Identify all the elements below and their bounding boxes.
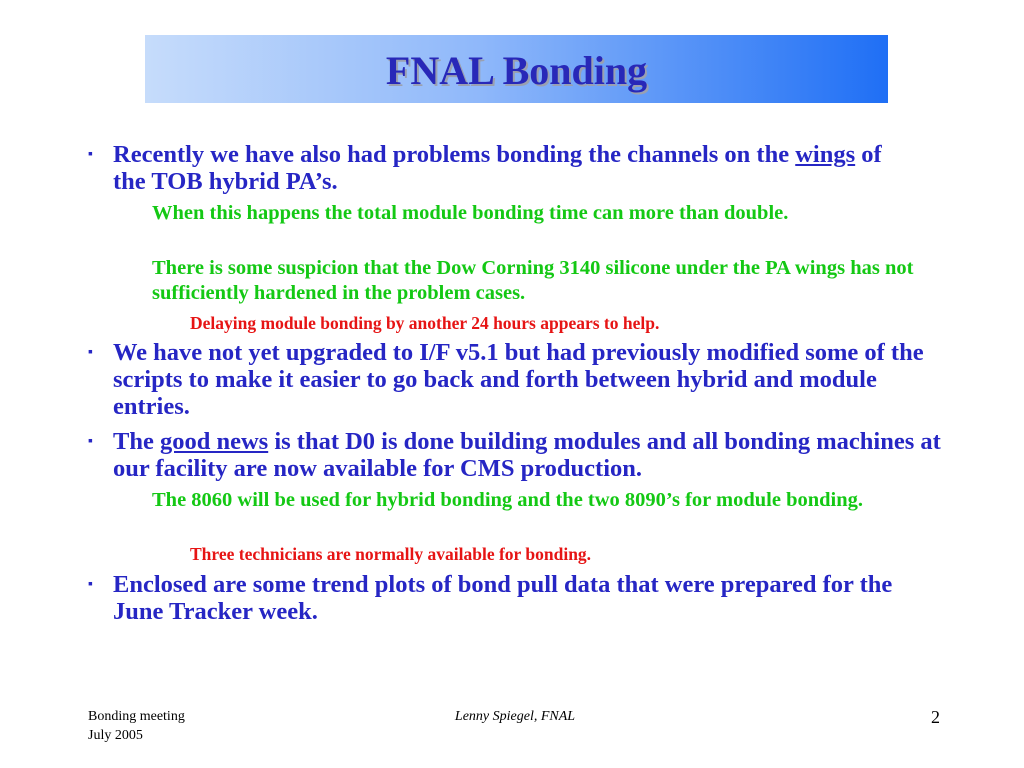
bullet-3-underlined-phrase: good news — [159, 428, 269, 455]
footer-left — [88, 707, 185, 745]
bullet-icon: ▪ — [88, 434, 93, 449]
footer-date: July 2005 — [88, 728, 143, 743]
bullet-item-3 — [113, 428, 943, 482]
bullet-1-underlined-word: wings — [795, 141, 856, 168]
page-number: 2 — [931, 707, 940, 727]
bullet-icon: ▪ — [88, 345, 93, 360]
bullet-1-text-start: Recently we have also had problems bonding the channels on the — [113, 141, 796, 168]
sub-item-1a: When this happens the total module bonding time can more than double. — [152, 202, 789, 224]
bullet-icon: ▪ — [88, 577, 93, 592]
sub-sub-item-3: Three technicians are normally available for bonding. — [190, 544, 592, 564]
bullet-item-1 — [113, 141, 913, 195]
bullet-item-4: Enclosed are some trend plots of bond pull data that were prepared for the June Tracker week. — [113, 571, 893, 625]
bullet-1-text-end: of the TOB hybrid PA’s. — [113, 141, 882, 195]
slide-title: FNAL Bonding — [385, 48, 648, 93]
footer-meeting-name: Bonding meeting — [88, 709, 185, 724]
sub-item-1b: There is some suspicion that the Dow Corning 3140 silicone under the PA wings has not sufficiently hardened in the problem cases. — [152, 257, 914, 304]
bullet-item-2: We have not yet upgraded to I/F v5.1 but had previously modified some of the scripts to make it easier to go back and forth between hybrid and module entries. — [113, 339, 924, 420]
title-banner — [145, 35, 888, 103]
footer-author: Lenny Spiegel, FNAL — [454, 709, 576, 724]
bullet-3-text-end: is that D0 is done building modules and all bonding machines at our facility are now available for CMS production. — [113, 428, 941, 482]
sub-item-3a: The 8060 will be used for hybrid bonding and the two 8090’s for module bonding. — [152, 489, 864, 511]
bullet-icon: ▪ — [88, 147, 93, 162]
sub-sub-item-1: Delaying module bonding by another 24 hours appears to help. — [190, 313, 660, 333]
bullet-3-text-start: The — [113, 428, 160, 455]
